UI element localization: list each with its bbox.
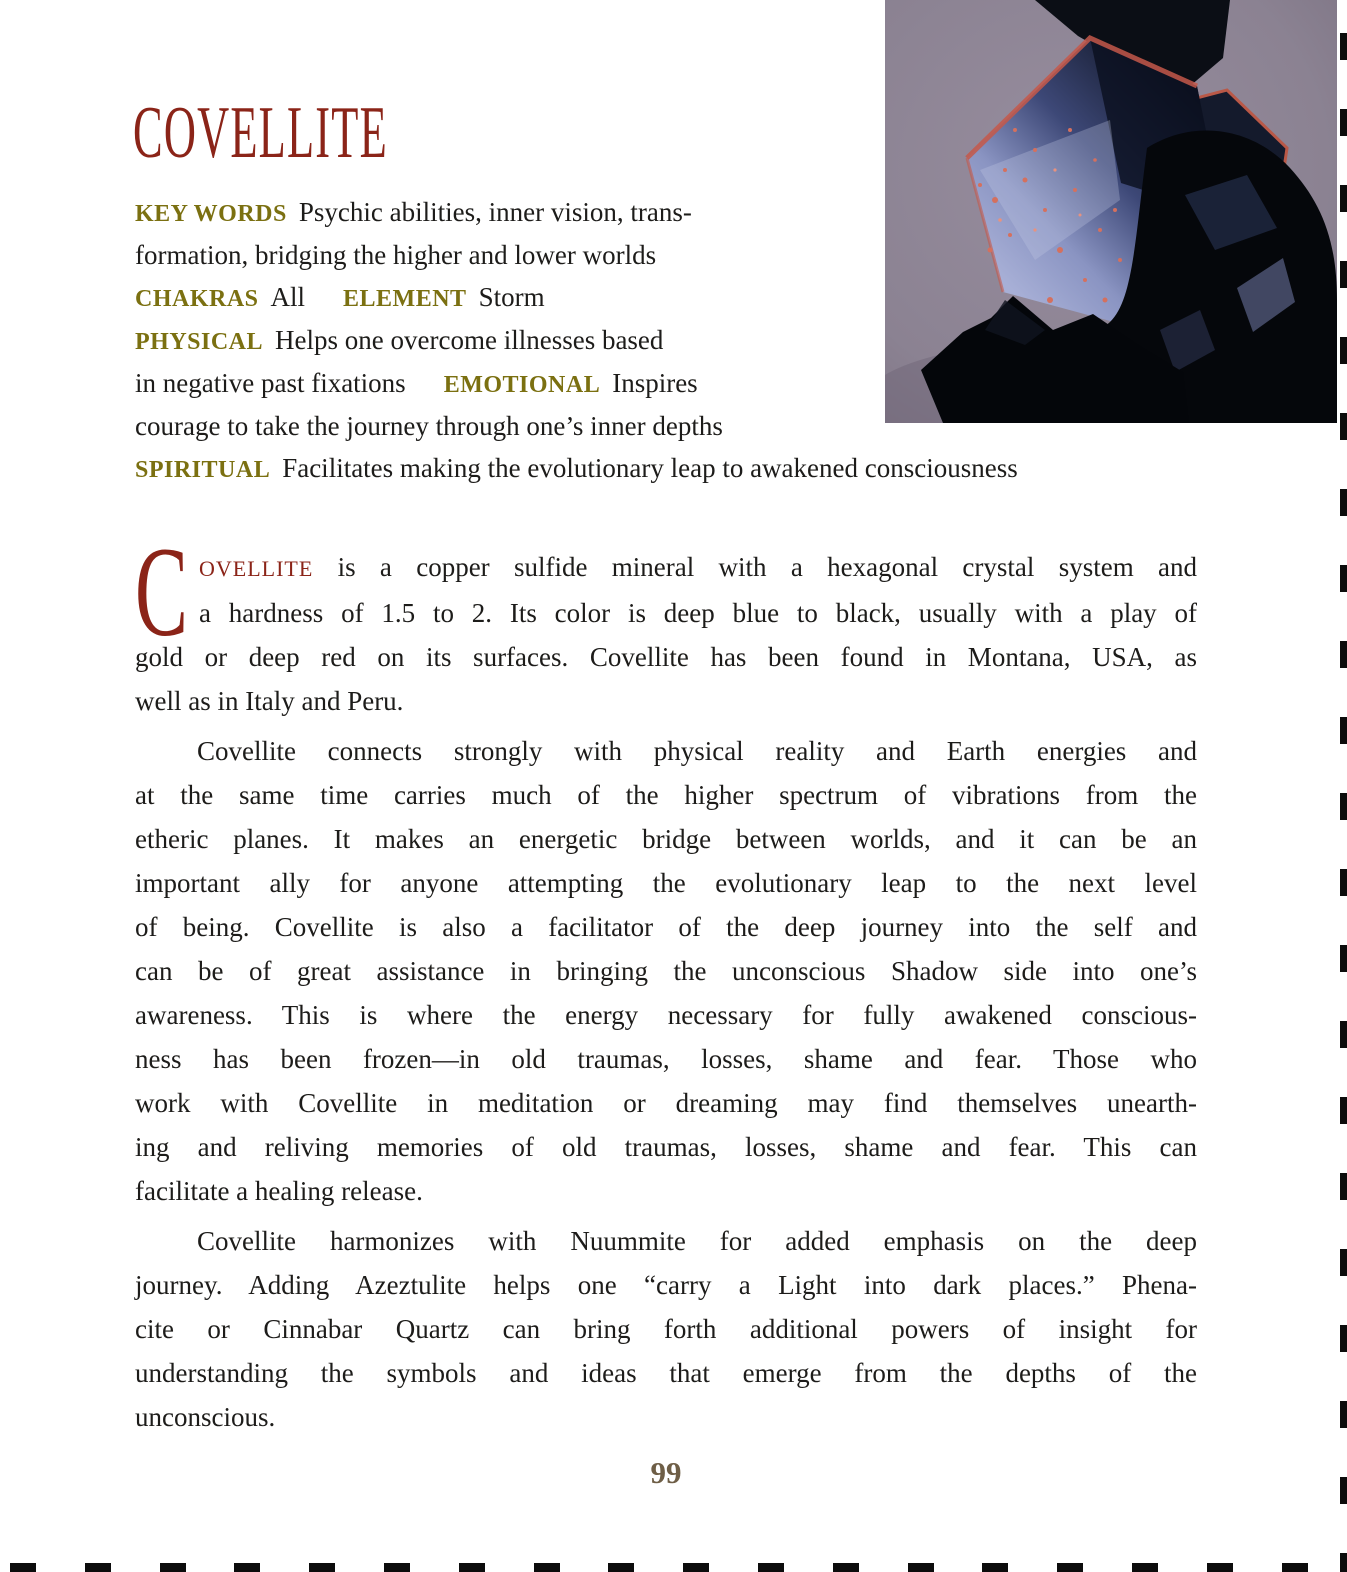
scan-mark xyxy=(758,1563,784,1572)
scan-mark xyxy=(234,1563,260,1572)
scan-mark xyxy=(1057,1563,1083,1572)
body-line: unconscious. xyxy=(135,1402,276,1432)
body-paragraph xyxy=(135,521,1197,723)
body-line: understanding the symbols and ideas that emerge from the depths of the xyxy=(135,1358,1197,1388)
scan-mark xyxy=(1132,1563,1158,1572)
body-line: important ally for anyone attempting the evolutionary leap to the next level xyxy=(135,868,1197,898)
keyword-label: CHAKRAS xyxy=(135,285,259,312)
keyword-text: Facilitates making the evolutionary leap to awakened consciousness xyxy=(282,452,1018,483)
keyword-line xyxy=(135,235,1225,276)
body-line: of being. Covellite is also a facilitator of the deep journey into the self and xyxy=(135,912,1197,942)
scan-mark xyxy=(1340,717,1347,744)
body-line: Covellite connects strongly with physical reality and Earth energies and xyxy=(197,736,1197,766)
scan-mark xyxy=(160,1563,186,1572)
scan-mark xyxy=(1340,337,1347,364)
keyword-line xyxy=(135,406,1225,447)
keyword-text: in negative past fixations xyxy=(135,368,406,399)
body-line: work with Covellite in meditation or dreaming may find themselves unearth- xyxy=(135,1088,1197,1118)
scan-mark xyxy=(534,1563,560,1572)
keyword-text: Helps one overcome illnesses based xyxy=(275,324,664,355)
keyword-text: formation, bridging the higher and lower worlds xyxy=(135,240,657,271)
scan-mark xyxy=(1340,1477,1347,1504)
scan-mark xyxy=(1282,1563,1308,1572)
scan-mark xyxy=(10,1563,36,1572)
scan-mark xyxy=(1340,793,1347,820)
scan-mark xyxy=(459,1563,485,1572)
body-line: facilitate a healing release. xyxy=(135,1176,423,1206)
scan-mark xyxy=(683,1563,709,1572)
body-line: cite or Cinnabar Quartz can bring forth additional powers of insight for xyxy=(135,1314,1197,1344)
keyword-text: courage to take the journey through one’s inner depths xyxy=(135,411,723,442)
body-line: ness has been frozen—in old traumas, losses, shame and fear. Those who xyxy=(135,1044,1197,1074)
page-title: COVELLITE xyxy=(133,92,388,174)
scan-mark xyxy=(1340,565,1347,592)
keyword-label: SPIRITUAL xyxy=(135,456,271,483)
scan-mark xyxy=(1340,1249,1347,1276)
scan-mark xyxy=(833,1563,859,1572)
body-paragraph xyxy=(135,1219,1197,1439)
lead-smallcaps: OVELLITE xyxy=(199,556,314,581)
keyword-text: All xyxy=(270,281,306,312)
keyword-text: Inspires xyxy=(612,368,698,399)
scan-mark xyxy=(1340,109,1347,136)
keywords-block xyxy=(135,192,1225,491)
keyword-label: ELEMENT xyxy=(343,285,467,312)
page-number: 99 xyxy=(650,1455,682,1490)
body-text xyxy=(135,521,1197,1439)
scan-mark xyxy=(1340,1021,1347,1048)
scan-mark xyxy=(1340,1401,1347,1428)
scan-mark xyxy=(1340,489,1347,516)
scan-mark xyxy=(1340,33,1347,60)
scan-mark xyxy=(908,1563,934,1572)
scan-mark xyxy=(608,1563,634,1572)
keyword-text: Storm xyxy=(478,281,545,312)
body-paragraph xyxy=(135,729,1197,1213)
scan-mark xyxy=(1340,641,1347,668)
keyword-line xyxy=(135,277,1225,320)
body-line: at the same time carries much of the higher spectrum of vibrations from the xyxy=(135,780,1197,810)
scan-mark xyxy=(1340,185,1347,212)
scan-mark xyxy=(1340,1553,1347,1572)
body-line: journey. Adding Azeztulite helps one “carry a Light into dark places.” Phena- xyxy=(135,1270,1197,1300)
keyword-line xyxy=(135,320,1225,363)
keyword-text: Psychic abilities, inner vision, trans- xyxy=(298,197,692,227)
body-line: Covellite harmonizes with Nuummite for added emphasis on the deep xyxy=(197,1226,1197,1256)
drop-cap: C xyxy=(135,521,188,663)
scan-mark xyxy=(85,1563,111,1572)
body-line: can be of great assistance in bringing the unconscious Shadow side into one’s xyxy=(135,956,1197,986)
body-line: gold or deep red on its surfaces. Covellite has been found in Montana, USA, as xyxy=(135,642,1197,672)
scan-mark xyxy=(1340,1325,1347,1352)
scan-mark xyxy=(1207,1563,1233,1572)
body-line: etheric planes. It makes an energetic bridge between worlds, and it can be an xyxy=(135,824,1197,854)
scan-mark xyxy=(1340,261,1347,288)
body-line: well as in Italy and Peru. xyxy=(135,686,404,716)
scan-mark xyxy=(982,1563,1008,1572)
scan-mark xyxy=(1340,413,1347,440)
keyword-line xyxy=(135,363,1225,406)
scan-mark xyxy=(1340,945,1347,972)
scan-mark xyxy=(309,1563,335,1572)
keyword-label: EMOTIONAL xyxy=(443,372,601,399)
body-line: awareness. This is where the energy necessary for fully awakened conscious- xyxy=(135,1000,1197,1030)
scan-mark xyxy=(1340,1097,1347,1124)
body-line: a hardness of 1.5 to 2. Its color is deep blue to black, usually with a play of xyxy=(199,598,1197,628)
keyword-line xyxy=(135,448,1225,491)
keyword-label: KEY WORDS xyxy=(135,201,287,227)
body-line: ing and reliving memories of old traumas, losses, shame and fear. This can xyxy=(135,1132,1197,1162)
keyword-label: PHYSICAL xyxy=(135,328,264,355)
keyword-line xyxy=(135,192,1225,235)
scan-mark xyxy=(1340,869,1347,896)
scan-mark xyxy=(1340,1173,1347,1200)
scan-mark xyxy=(384,1563,410,1572)
body-line: OVELLITE is a copper sulfide mineral with a hexagonal crystal system and xyxy=(199,552,1197,582)
